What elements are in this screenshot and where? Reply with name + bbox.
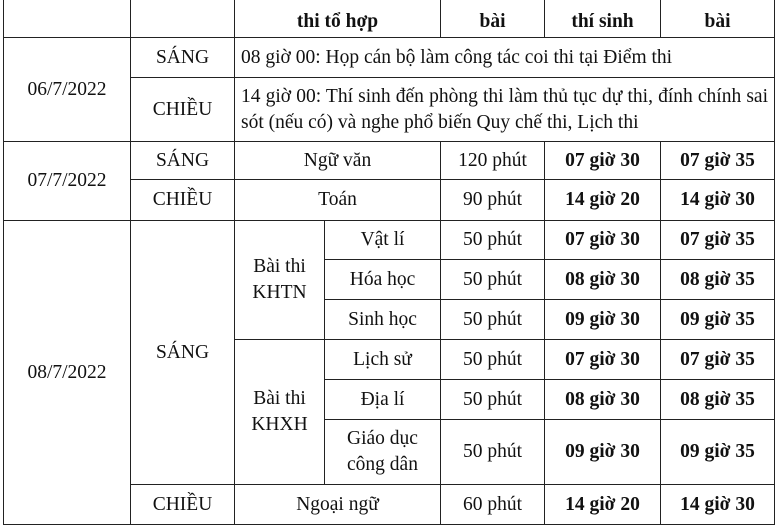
header-row	[4, 0, 775, 38]
session-cell: CHIỀU	[131, 485, 235, 525]
table-row	[4, 38, 775, 78]
table-row	[4, 142, 775, 180]
start-time-cell: 08 giờ 35	[661, 260, 775, 300]
distribute-time-cell: 08 giờ 30	[545, 380, 661, 420]
header-date-cell	[4, 0, 131, 38]
subject-cell: Lịch sử	[325, 340, 441, 380]
group-cell-khxh: Bài thi KHXH	[235, 340, 325, 485]
subject-cell: Địa lí	[325, 380, 441, 420]
distribute-time-cell: 09 giờ 30	[545, 300, 661, 340]
subject-cell: Giáo dục công dân	[325, 420, 441, 485]
duration-cell: 50 phút	[441, 380, 545, 420]
start-time-cell: 07 giờ 35	[661, 142, 775, 180]
table-row	[4, 221, 775, 260]
duration-cell: 90 phút	[441, 180, 545, 221]
distribute-time-cell: 07 giờ 30	[545, 340, 661, 380]
exam-schedule-table	[3, 0, 775, 525]
session-cell: SÁNG	[131, 221, 235, 485]
group-cell-khtn: Bài thi KHTN	[235, 221, 325, 340]
date-cell: 07/7/2022	[4, 142, 131, 221]
start-time-cell: 14 giờ 30	[661, 180, 775, 221]
duration-cell: 50 phút	[441, 260, 545, 300]
distribute-time-cell: 08 giờ 30	[545, 260, 661, 300]
header-subject-cell: thi tổ hợp	[235, 0, 441, 38]
distribute-time-cell: 14 giờ 20	[545, 485, 661, 525]
header-session-cell	[131, 0, 235, 38]
session-cell: SÁNG	[131, 38, 235, 78]
start-time-cell: 14 giờ 30	[661, 485, 775, 525]
subject-cell: Sinh học	[325, 300, 441, 340]
start-time-cell: 07 giờ 35	[661, 340, 775, 380]
subject-cell: Ngữ văn	[235, 142, 441, 180]
duration-cell: 120 phút	[441, 142, 545, 180]
distribute-time-cell: 09 giờ 30	[545, 420, 661, 485]
date-cell: 06/7/2022	[4, 38, 131, 142]
session-cell: SÁNG	[131, 142, 235, 180]
header-start-time-cell: bài	[661, 0, 775, 38]
session-cell: CHIỀU	[131, 78, 235, 142]
subject-cell: Ngoại ngữ	[235, 485, 441, 525]
start-time-cell: 09 giờ 35	[661, 300, 775, 340]
distribute-time-cell: 07 giờ 30	[545, 142, 661, 180]
duration-cell: 50 phút	[441, 300, 545, 340]
start-time-cell: 09 giờ 35	[661, 420, 775, 485]
header-distribute-time-cell: thí sinh	[545, 0, 661, 38]
note-cell: 08 giờ 00: Họp cán bộ làm công tác coi thi tại Điểm thi	[235, 38, 775, 78]
distribute-time-cell: 14 giờ 20	[545, 180, 661, 221]
duration-cell: 50 phút	[441, 221, 545, 260]
session-cell: CHIỀU	[131, 180, 235, 221]
duration-cell: 60 phút	[441, 485, 545, 525]
start-time-cell: 08 giờ 35	[661, 380, 775, 420]
subject-cell: Vật lí	[325, 221, 441, 260]
subject-cell: Toán	[235, 180, 441, 221]
start-time-cell: 07 giờ 35	[661, 221, 775, 260]
distribute-time-cell: 07 giờ 30	[545, 221, 661, 260]
note-cell: 14 giờ 00: Thí sinh đến phòng thi làm thủ tục dự thi, đính chính sai sót (nếu có) và nghe phổ biến Quy chế thi, Lịch thi	[235, 78, 775, 142]
date-cell: 08/7/2022	[4, 221, 131, 525]
subject-cell: Hóa học	[325, 260, 441, 300]
duration-cell: 50 phút	[441, 420, 545, 485]
header-duration-cell: bài	[441, 0, 545, 38]
duration-cell: 50 phút	[441, 340, 545, 380]
